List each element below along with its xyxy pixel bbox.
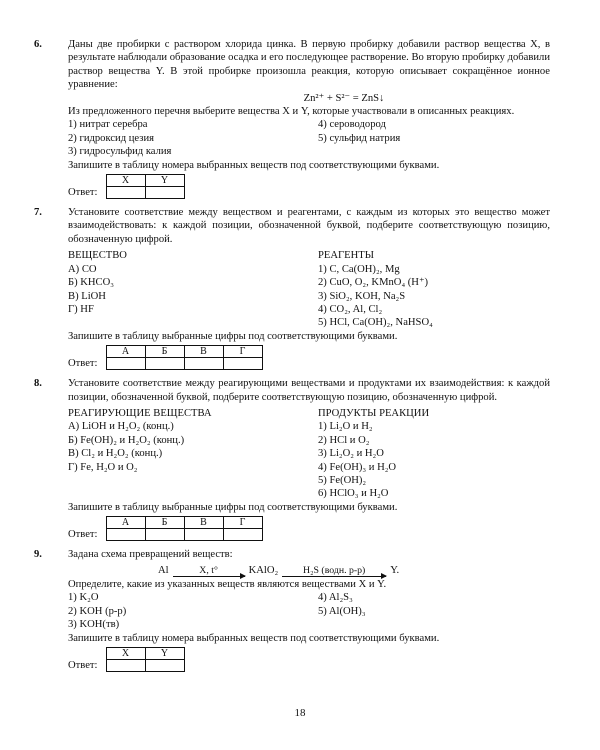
reaction-arrow	[282, 565, 386, 577]
answer-cell[interactable]	[106, 529, 145, 541]
question-text: Установите соответствие между реагирующими веществами и продуктами их взаимодействия: к каждой позиции, обозначенной буквой, подберите соответствующую позицию, обозначенную цифрой.	[68, 378, 550, 403]
column-header: Y	[145, 648, 184, 660]
left-item: Б) Fe(OH)₂ и H₂O₂ (конц.)	[68, 434, 185, 446]
left-item: А) LiOH и H₂O₂ (конц.)	[68, 421, 174, 433]
column-header: Г	[223, 346, 262, 358]
matching-columns	[68, 407, 550, 501]
column-header: А	[106, 517, 145, 529]
answer-table	[106, 345, 263, 370]
option: 1) K₂O	[68, 592, 99, 604]
reaction-arrow	[173, 565, 245, 577]
column-heading: РЕАГЕНТЫ	[318, 250, 374, 262]
answer-block	[68, 345, 550, 370]
left-item: В) LiOH	[68, 290, 106, 302]
question-text: Установите соответствие между веществом и реагентами, с каждым из которых это вещество может взаимодействовать: к каждой позиции, обозначенной буквой, подберите соответствующую позицию, обозначенную цифрой.	[68, 207, 550, 245]
option: 5) сульфид натрия	[318, 132, 401, 144]
option: 2) KOH (р-р)	[68, 605, 127, 617]
column-header: Г	[223, 517, 262, 529]
right-item: 6) HClO₃ и H₂O	[318, 488, 389, 500]
arrow-label: H₂S (водн. р-р)	[303, 565, 366, 576]
answer-cell[interactable]	[223, 529, 262, 541]
scheme-start: Al	[158, 564, 169, 576]
left-item: Г) Fe, H₂O и O₂	[68, 461, 138, 473]
right-item: 1) Li₂O и H₂	[318, 421, 373, 433]
question-number: 7.	[34, 207, 42, 219]
arrow-icon	[173, 576, 245, 577]
column-header: Б	[145, 517, 184, 529]
page-number: 18	[294, 707, 306, 719]
right-item: 3) Li₂O₂ и H₂O	[318, 448, 384, 460]
question-text: Даны две пробирки с раствором хлорида цинка. В первую пробирку добавили раствор вещества X, в результате наблюдали образование осадка и его последующее растворение. Во вторую пробирку добавили раствор вещества Y. В этой пробирке произошла реакция, которую описывает сокращённое ионное уравнение:	[68, 39, 550, 91]
question-7	[34, 206, 550, 370]
matching-columns	[68, 249, 550, 329]
ionic-equation: Zn²⁺ + S²⁻ = ZnS↓	[303, 92, 385, 104]
right-item: 4) CO₂, Al, Cl₂	[318, 303, 383, 315]
column-heading: ПРОДУКТЫ РЕАКЦИИ	[318, 407, 430, 419]
question-number: 6.	[34, 39, 42, 50]
right-item: 5) Fe(OH)₂	[318, 474, 367, 486]
question-text: Из предложенного перечня выберите вещества X и Y, которые участвовали в описанных реакциях.	[68, 106, 515, 118]
instruction: Запишите в таблицу номера выбранных веществ под соответствующими буквами.	[68, 159, 440, 171]
right-item: 3) SiO₂, KOH, Na₂S	[318, 290, 406, 302]
right-item: 2) HCl и O₂	[318, 434, 370, 446]
right-item: 1) C, Ca(OH)₂, Mg	[318, 263, 400, 275]
option: 3) гидросульфид калия	[68, 146, 172, 158]
instruction: Запишите в таблицу номера выбранных веществ под соответствующими буквами.	[68, 632, 440, 644]
column-header: В	[184, 517, 223, 529]
question-8	[34, 377, 550, 541]
column-header: X	[106, 648, 145, 660]
answer-table	[106, 174, 185, 199]
option: 1) нитрат серебра	[68, 119, 148, 131]
left-item: Г) HF	[68, 303, 94, 315]
left-item: А) CO	[68, 263, 97, 275]
question-9	[34, 548, 550, 672]
option: 4) сероводород	[318, 119, 386, 131]
instruction: Запишите в таблицу выбранные цифры под соответствующими буквами.	[68, 330, 398, 342]
transformation-scheme	[158, 564, 550, 577]
answer-cell[interactable]	[184, 358, 223, 370]
answer-label: Ответ:	[68, 659, 98, 671]
left-item: Б) KHCO₃	[68, 277, 114, 289]
answer-label: Ответ:	[68, 528, 98, 540]
left-item: В) Cl₂ и H₂O₂ (конц.)	[68, 448, 163, 460]
answer-block	[68, 516, 550, 541]
answer-label: Ответ:	[68, 357, 98, 369]
answer-cell[interactable]	[106, 660, 145, 672]
right-item: 4) Fe(OH)₃ и H₂O	[318, 461, 397, 473]
answer-table	[106, 647, 185, 672]
column-header: Y	[145, 175, 184, 187]
right-item: 2) CuO, O₂, KMnO₄ (H⁺)	[318, 277, 429, 289]
answer-table	[106, 516, 263, 541]
answer-label: Ответ:	[68, 186, 98, 198]
column-header: А	[106, 346, 145, 358]
arrow-icon	[282, 576, 386, 577]
answer-block	[68, 174, 550, 199]
answer-block	[68, 647, 550, 672]
answer-cell[interactable]	[106, 187, 145, 199]
answer-cell[interactable]	[145, 187, 184, 199]
options-list	[68, 118, 550, 158]
scheme-end: Y.	[390, 564, 400, 576]
question-6	[34, 38, 550, 199]
column-header: В	[184, 346, 223, 358]
question-text: Определите, какие из указанных веществ являются веществами X и Y.	[68, 579, 387, 590]
answer-cell[interactable]	[184, 529, 223, 541]
answer-cell[interactable]	[145, 529, 184, 541]
column-header: X	[106, 175, 145, 187]
question-number: 8.	[34, 378, 42, 390]
question-number: 9.	[34, 549, 42, 561]
arrow-label: X, t°	[199, 565, 218, 576]
option: 5) Al(OH)₃	[318, 605, 366, 617]
option: 3) KOH(тв)	[68, 619, 120, 631]
answer-cell[interactable]	[145, 660, 184, 672]
column-header: Б	[145, 346, 184, 358]
question-text: Задана схема превращений веществ:	[68, 549, 233, 561]
answer-cell[interactable]	[145, 358, 184, 370]
scheme-middle: KAlO₂	[248, 564, 279, 576]
instruction: Запишите в таблицу выбранные цифры под соответствующими буквами.	[68, 501, 398, 513]
column-heading: ВЕЩЕСТВО	[68, 250, 127, 262]
answer-cell[interactable]	[106, 358, 145, 370]
answer-cell[interactable]	[223, 358, 262, 370]
option: 2) гидроксид цезия	[68, 132, 154, 144]
options-list	[68, 591, 550, 631]
option: 4) Al₂S₃	[318, 592, 353, 604]
column-heading: РЕАГИРУЮЩИЕ ВЕЩЕСТВА	[68, 407, 212, 419]
right-item: 5) HCl, Ca(OH)₂, NaHSO₄	[318, 317, 433, 329]
